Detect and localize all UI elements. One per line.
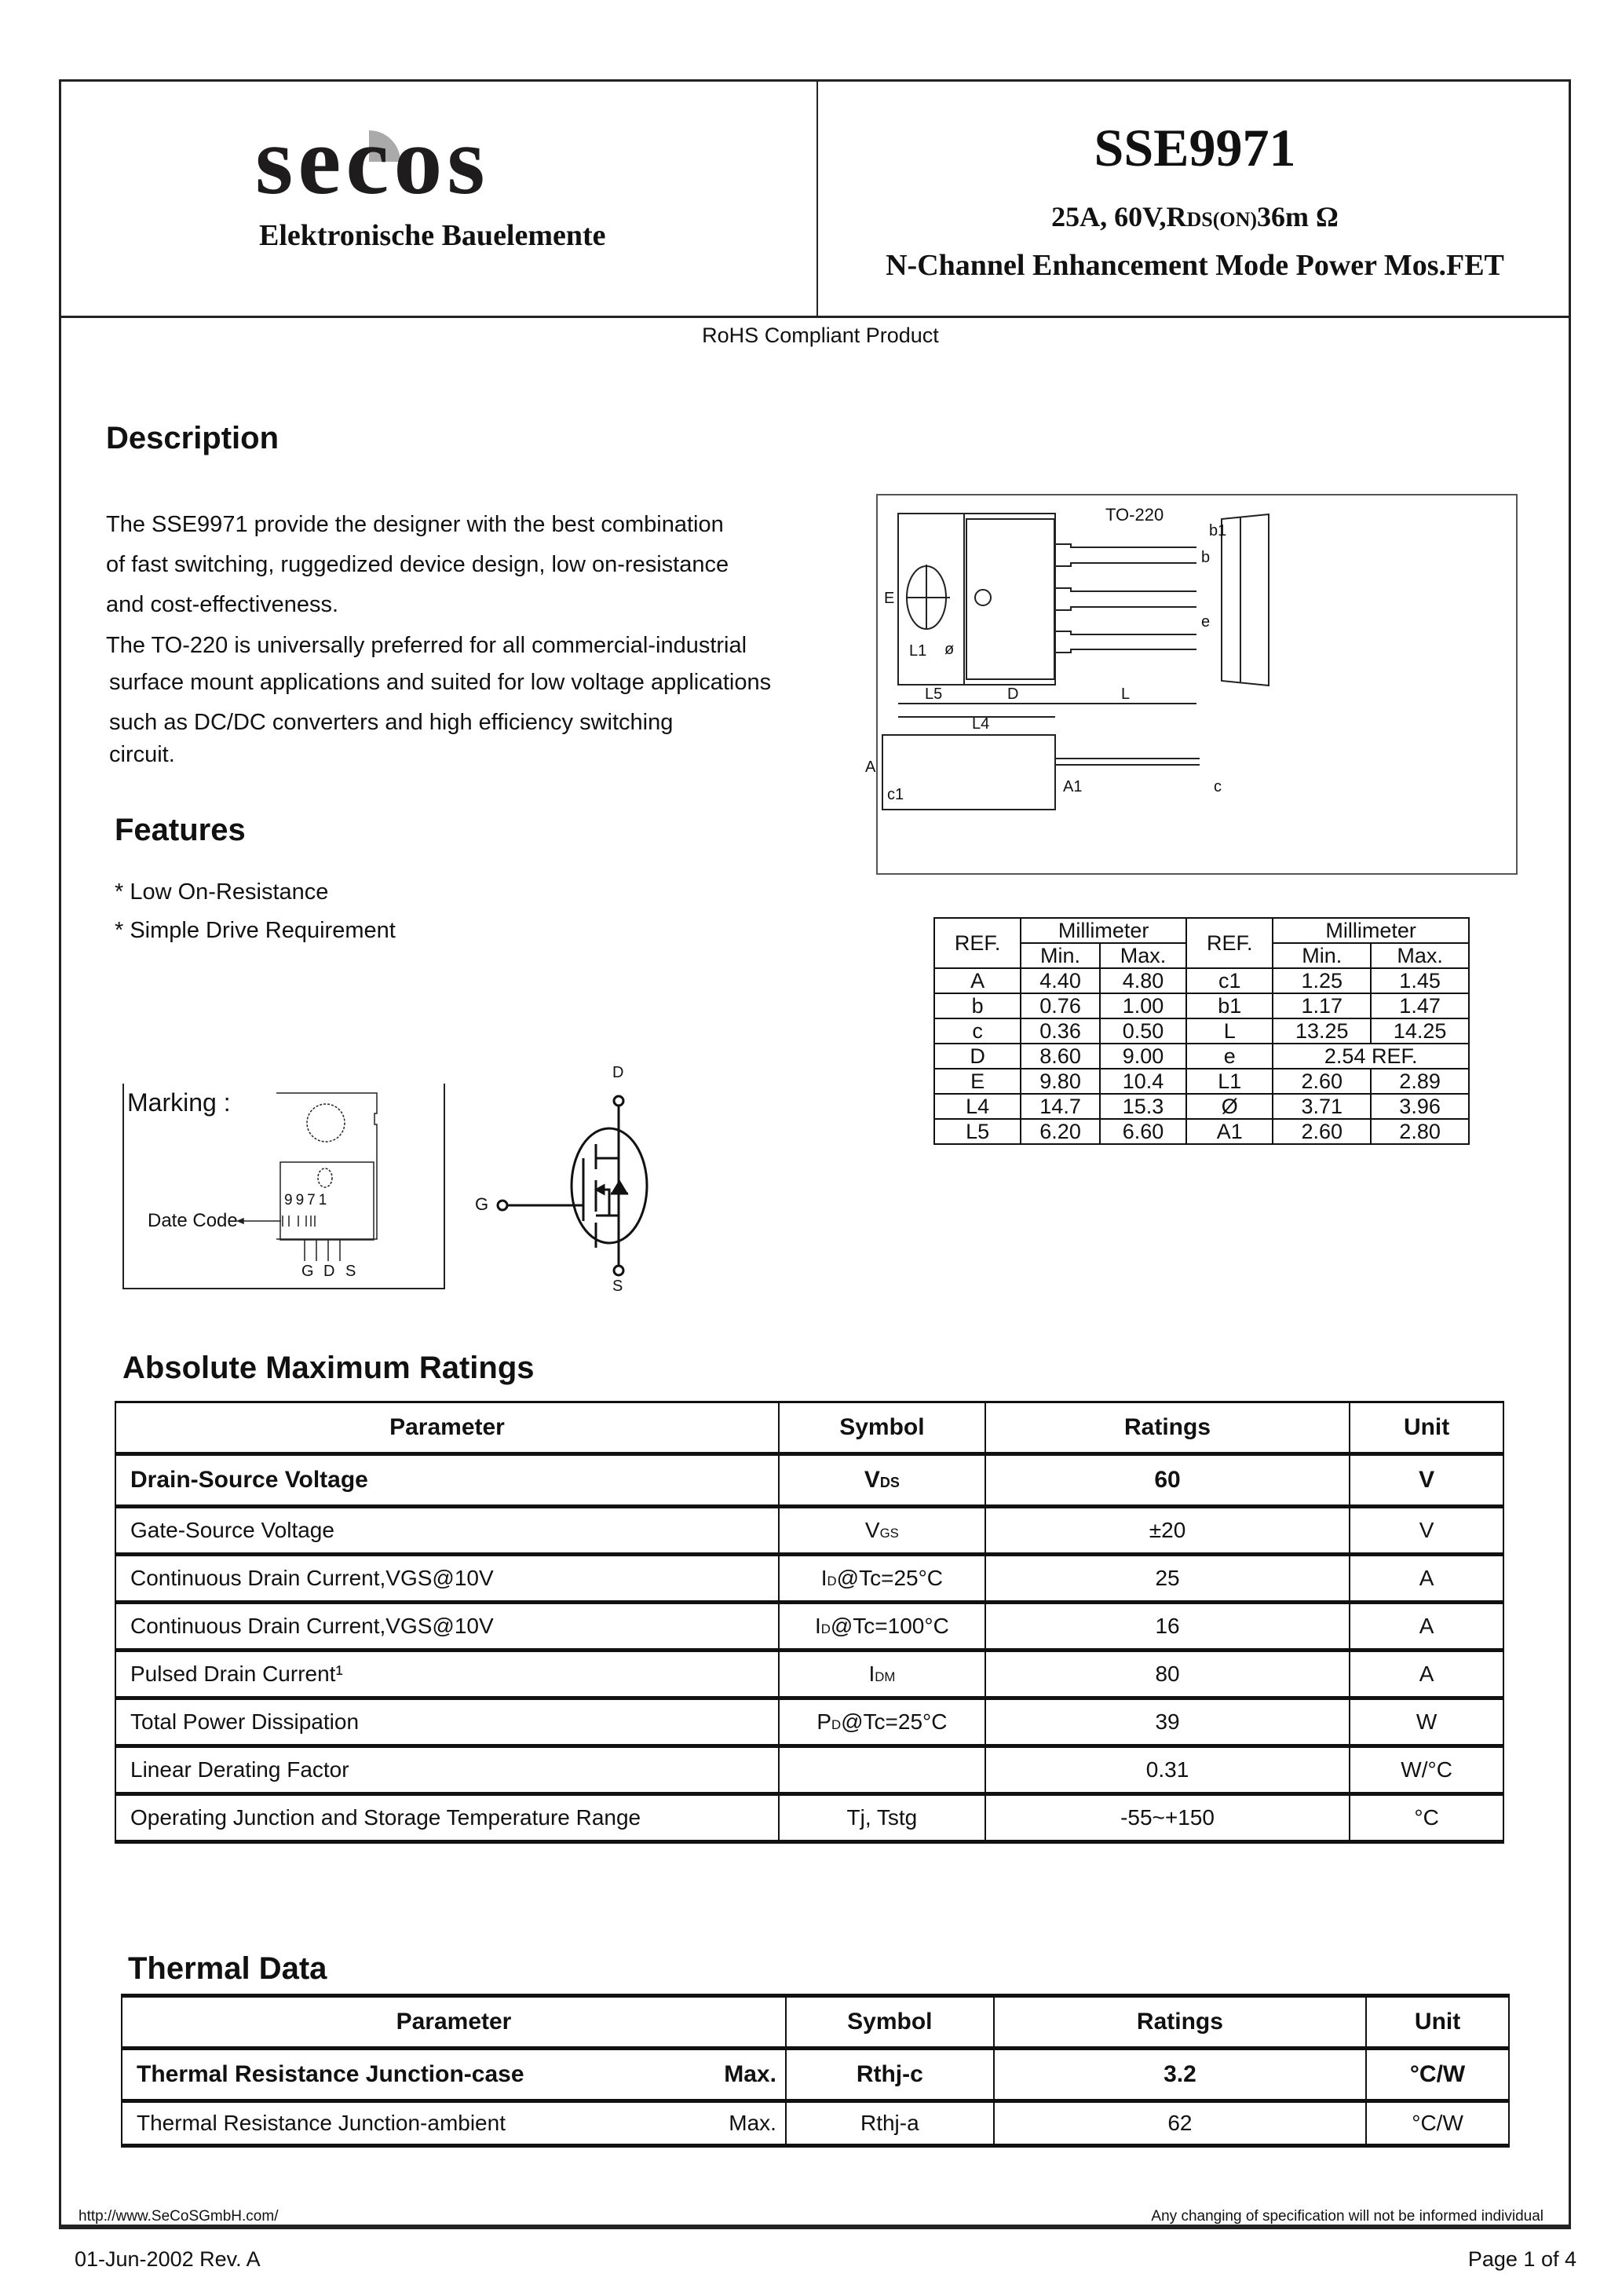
rating-cell: 39 <box>985 1698 1350 1746</box>
cell: c <box>934 1018 1021 1044</box>
table-row <box>934 1018 1469 1044</box>
param-cell: Continuous Drain Current,VGS@10V <box>115 1555 779 1603</box>
page-number: Page 1 of 4 <box>1467 2247 1576 2271</box>
amr-heading: Absolute Maximum Ratings <box>122 1351 535 1385</box>
cell: b1 <box>1186 993 1273 1018</box>
header-divider <box>59 316 1571 318</box>
col-header: Symbol <box>779 1402 985 1454</box>
cell: 3.71 <box>1273 1094 1371 1119</box>
col-header: Symbol <box>786 1996 994 2049</box>
unit-cell: °C <box>1350 1794 1503 1842</box>
rating-cell: 3.2 <box>994 2049 1366 2101</box>
symbol-main: V <box>864 1518 880 1542</box>
min-header: Min. <box>1021 943 1100 968</box>
table-row <box>934 993 1469 1018</box>
cell: 1.45 <box>1371 968 1469 993</box>
param-cell: Drain-Source Voltage <box>115 1454 779 1507</box>
rating-cell: 80 <box>985 1651 1350 1698</box>
symbol-main: Tj, Tstg <box>846 1805 918 1830</box>
package-drawing <box>865 494 1518 875</box>
dimension-table <box>933 917 1470 1145</box>
marking-diagram <box>122 1084 445 1289</box>
dim-label-b: b <box>1201 549 1211 566</box>
rating-cell: 62 <box>994 2101 1366 2146</box>
table-row <box>115 1454 1503 1507</box>
symbol-main: V <box>864 1467 880 1493</box>
marking-code: 9971 <box>284 1192 331 1208</box>
param-cell: Operating Junction and Storage Temperature Range <box>115 1794 779 1842</box>
dim-label-L: L <box>1121 686 1131 703</box>
cell: 14.25 <box>1371 1018 1469 1044</box>
symbol-cell <box>779 1651 985 1698</box>
cell: A <box>934 968 1021 993</box>
symbol-cell <box>779 1698 985 1746</box>
min-header: Min. <box>1273 943 1371 968</box>
cell: 10.4 <box>1100 1069 1186 1094</box>
table-row <box>934 968 1469 993</box>
date-code-label: Date Code <box>148 1210 238 1231</box>
symbol-sub: D <box>827 1574 837 1589</box>
dim-label-L1: L1 <box>909 642 927 660</box>
cell: 0.50 <box>1100 1018 1186 1044</box>
table-row <box>115 1507 1503 1555</box>
cell: Ø <box>1186 1094 1273 1119</box>
param-cell: Linear Derating Factor <box>115 1746 779 1794</box>
symbol-sub: GS <box>879 1526 899 1541</box>
source-label: S <box>612 1278 623 1295</box>
cell: 1.00 <box>1100 993 1186 1018</box>
mosfet-symbol <box>471 1064 659 1300</box>
cell: 2.60 <box>1273 1119 1371 1144</box>
unit-cell: A <box>1350 1555 1503 1603</box>
part-number: SSE9971 <box>1094 118 1296 177</box>
symbol-cell <box>779 1746 985 1794</box>
cell: 2.89 <box>1371 1069 1469 1094</box>
param-cell: Pulsed Drain Current¹ <box>115 1651 779 1698</box>
col-header: Unit <box>1366 1996 1509 2049</box>
cell: 6.60 <box>1100 1119 1186 1144</box>
col-header: Parameter <box>122 1996 786 2049</box>
symbol-rest: @Tc=100°C <box>830 1614 949 1638</box>
col-header: Unit <box>1350 1402 1503 1454</box>
cell: e <box>1186 1044 1273 1069</box>
table-row <box>115 1555 1503 1603</box>
rating-summary <box>818 200 1572 236</box>
symbol-main: I <box>820 1566 827 1590</box>
dim-label-L5: L5 <box>925 686 943 703</box>
symbol-main: I <box>868 1662 875 1686</box>
product-type: N-Channel Enhancement Mode Power Mos.FET <box>886 249 1504 282</box>
absolute-max-ratings-table <box>115 1401 1504 1844</box>
col-header: Parameter <box>115 1402 779 1454</box>
table-row <box>122 2049 1509 2101</box>
dim-label-b1: b1 <box>1209 522 1227 539</box>
table-row <box>934 1069 1469 1094</box>
dim-label-E: E <box>884 590 895 607</box>
unit-cell: A <box>1350 1651 1503 1698</box>
symbol-cell: Rthj-c <box>786 2049 994 2101</box>
dim-label-c1: c1 <box>887 786 904 803</box>
cell: 1.47 <box>1371 993 1469 1018</box>
cell: 9.80 <box>1021 1069 1100 1094</box>
spec-change-note: Any changing of specification will not be informed individual <box>1151 2208 1543 2225</box>
symbol-cell <box>779 1454 985 1507</box>
max-header: Max. <box>1100 943 1186 968</box>
cell: 4.40 <box>1021 968 1100 993</box>
symbol-main: I <box>814 1614 821 1638</box>
qualifier: Max. <box>729 2111 776 2135</box>
mm-header: Millimeter <box>1273 918 1469 943</box>
rohs-label: RoHS Compliant Product <box>702 324 939 347</box>
feature-item: * Low On-Resistance <box>115 879 329 905</box>
cell: c1 <box>1186 968 1273 993</box>
rating-cell: 0.31 <box>985 1746 1350 1794</box>
rating-cell: -55~+150 <box>985 1794 1350 1842</box>
dim-label-D: D <box>1007 686 1019 703</box>
cell: 13.25 <box>1273 1018 1371 1044</box>
unit-cell: V <box>1350 1507 1503 1555</box>
symbol-sub: D <box>820 1621 831 1636</box>
table-row <box>934 1044 1469 1069</box>
cell: 8.60 <box>1021 1044 1100 1069</box>
param-cell <box>122 2049 786 2101</box>
cell: 14.7 <box>1021 1094 1100 1119</box>
symbol-cell: Rthj-a <box>786 2101 994 2146</box>
ref-header: REF. <box>934 918 1021 968</box>
param-cell: Continuous Drain Current,VGS@10V <box>115 1603 779 1651</box>
rating-cell: 25 <box>985 1555 1350 1603</box>
cell: 0.36 <box>1021 1018 1100 1044</box>
table-row <box>115 1794 1503 1842</box>
description-line: The SSE9971 provide the designer with the best combination <box>106 512 724 537</box>
table-row <box>115 1651 1503 1698</box>
ref-header: REF. <box>1186 918 1273 968</box>
description-line: circuit. <box>109 742 175 767</box>
cell: 2.54 REF. <box>1273 1044 1469 1069</box>
param-cell: Total Power Dissipation <box>115 1698 779 1746</box>
drain-label: D <box>612 1064 624 1081</box>
thermal-data-table <box>121 1994 1510 2148</box>
pin-label-s: S <box>345 1263 356 1280</box>
cell: L4 <box>934 1094 1021 1119</box>
symbol-sub: D <box>831 1717 842 1732</box>
unit-cell: °C/W <box>1366 2049 1509 2101</box>
pin-label-d: D <box>323 1263 335 1280</box>
symbol-main: P <box>816 1709 831 1734</box>
dim-label-e: e <box>1201 613 1211 631</box>
max-header: Max. <box>1371 943 1469 968</box>
cell: L1 <box>1186 1069 1273 1094</box>
symbol-sub: DM <box>875 1669 896 1684</box>
cell: 3.96 <box>1371 1094 1469 1119</box>
cell: A1 <box>1186 1119 1273 1144</box>
gate-label: G <box>475 1194 489 1214</box>
cell: 2.60 <box>1273 1069 1371 1094</box>
cell: 6.20 <box>1021 1119 1100 1144</box>
cell: 4.80 <box>1100 968 1186 993</box>
cell: E <box>934 1069 1021 1094</box>
symbol-sub: DS <box>879 1475 900 1490</box>
cell: 9.00 <box>1100 1044 1186 1069</box>
description-line: of fast switching, ruggedized device design, low on-resistance <box>106 552 729 577</box>
feature-item: * Simple Drive Requirement <box>115 918 396 943</box>
rating-cell: 60 <box>985 1454 1350 1507</box>
rating-sub: DS(ON) <box>1186 208 1258 231</box>
unit-cell: W/°C <box>1350 1746 1503 1794</box>
unit-cell: W <box>1350 1698 1503 1746</box>
param-cell: Gate-Source Voltage <box>115 1507 779 1555</box>
dim-label-L4: L4 <box>972 715 990 733</box>
description-heading: Description <box>106 421 279 455</box>
symbol-cell <box>779 1603 985 1651</box>
symbol-rest: @Tc=25°C <box>836 1566 944 1590</box>
description-line: surface mount applications and suited for low voltage applications <box>109 670 772 695</box>
pin-label-g: G <box>301 1263 314 1280</box>
rating-suffix: 36m Ω <box>1257 201 1339 232</box>
unit-cell: V <box>1350 1454 1503 1507</box>
symbol-rest: @Tc=25°C <box>841 1709 948 1734</box>
symbol-cell <box>779 1794 985 1842</box>
company-subtitle: Elektronische Bauelemente <box>259 219 606 252</box>
dim-label-A1: A1 <box>1063 778 1083 795</box>
symbol-cell <box>779 1555 985 1603</box>
unit-cell: °C/W <box>1366 2101 1509 2146</box>
cell: b <box>934 993 1021 1018</box>
mm-header: Millimeter <box>1021 918 1186 943</box>
cell: 1.17 <box>1273 993 1371 1018</box>
cell: D <box>934 1044 1021 1069</box>
description-line: and cost-effectiveness. <box>106 592 339 617</box>
rating-cell: ±20 <box>985 1507 1350 1555</box>
marking-label: Marking : <box>127 1088 231 1117</box>
table-row <box>115 1603 1503 1651</box>
description-line: such as DC/DC converters and high efficiency switching <box>109 710 674 735</box>
rating-cell: 16 <box>985 1603 1350 1651</box>
table-row <box>115 1746 1503 1794</box>
description-line: The TO-220 is universally preferred for all commercial-industrial <box>106 633 747 658</box>
features-heading: Features <box>115 813 246 847</box>
table-row <box>122 2101 1509 2146</box>
dim-label-A: A <box>865 759 876 776</box>
cell: 15.3 <box>1100 1094 1186 1119</box>
qualifier: Max. <box>724 2061 776 2087</box>
date-revision: 01-Jun-2002 Rev. A <box>75 2247 261 2271</box>
param-text: Thermal Resistance Junction-case <box>137 2061 524 2087</box>
cell: L <box>1186 1018 1273 1044</box>
cell: 2.80 <box>1371 1119 1469 1144</box>
unit-cell: A <box>1350 1603 1503 1651</box>
secos-logo: secos <box>255 107 490 214</box>
table-row <box>934 1094 1469 1119</box>
cell: L5 <box>934 1119 1021 1144</box>
param-cell <box>122 2101 786 2146</box>
dim-label-phi: ø <box>944 641 955 658</box>
col-header: Ratings <box>994 1996 1366 2049</box>
website-link[interactable]: http://www.SeCoSGmbH.com/ <box>79 2208 279 2225</box>
table-row <box>934 1119 1469 1144</box>
package-name: TO-220 <box>1105 505 1164 525</box>
cell: 0.76 <box>1021 993 1100 1018</box>
cell: 1.25 <box>1273 968 1371 993</box>
symbol-cell <box>779 1507 985 1555</box>
table-row <box>115 1698 1503 1746</box>
dim-label-c: c <box>1214 778 1222 795</box>
param-text: Thermal Resistance Junction-ambient <box>137 2111 506 2135</box>
thermal-heading: Thermal Data <box>128 1951 327 1986</box>
rating-prefix: 25A, 60V,R <box>1051 201 1187 232</box>
col-header: Ratings <box>985 1402 1350 1454</box>
